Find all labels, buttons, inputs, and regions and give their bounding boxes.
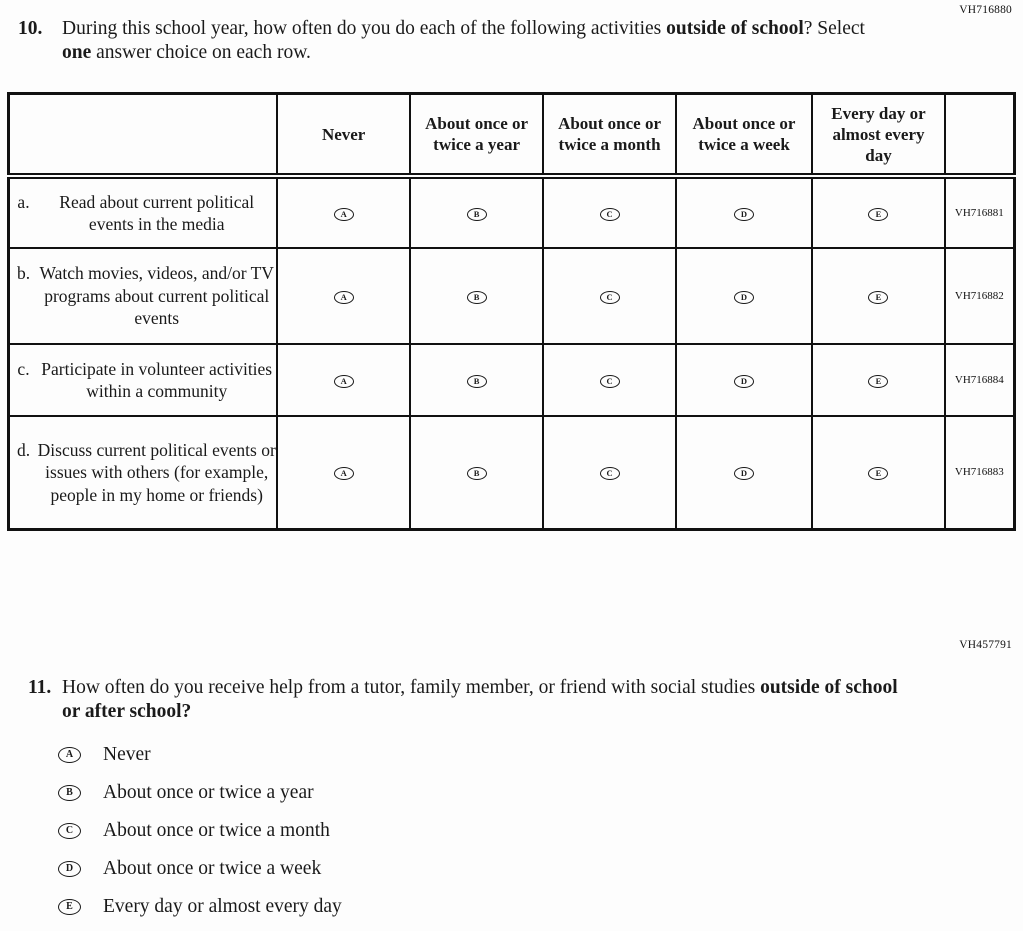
row-a-cell-year [410, 176, 543, 248]
row-d-letter: d. [16, 439, 31, 460]
row-b-code: VH716882 [945, 248, 1015, 344]
question-10-number: 10. [18, 18, 43, 39]
row-b-bubble-e[interactable] [868, 291, 888, 304]
row-d-cell-never [277, 416, 409, 529]
row-b-bubble-b[interactable] [467, 291, 487, 304]
row-d-bubble-e[interactable] [868, 467, 888, 480]
option-letter: D [740, 292, 748, 302]
q11-option-once-week[interactable] [58, 860, 342, 878]
row-a-bubble-b[interactable] [467, 208, 487, 221]
row-b-cell-everyday [812, 248, 944, 344]
row-a-bubble-d[interactable] [734, 208, 754, 221]
q11-option-every-day-label: Every day or almost every day [103, 896, 342, 917]
question-10-text [62, 17, 890, 65]
row-a-code: VH716881 [945, 176, 1015, 248]
row-c-letter: c. [17, 358, 30, 379]
row-a-bubble-c[interactable] [600, 208, 620, 221]
q11-text-part1: How often do you receive help from a tutor, family member, or friend with social studies [62, 677, 761, 698]
row-d-cell-month [543, 416, 675, 529]
row-a-cell-month [543, 176, 675, 248]
option-letter: D [740, 468, 748, 479]
grid-row-d [9, 416, 1015, 529]
grid-row-c [9, 344, 1015, 416]
q10-text-part2: ? Select [803, 18, 865, 39]
option-letter: D [65, 863, 74, 874]
grid-header-empty [9, 94, 278, 177]
row-b-label-cell [9, 248, 278, 344]
row-b-cell-month [543, 248, 675, 344]
option-letter: C [606, 468, 613, 479]
row-d-bubble-a[interactable] [334, 467, 354, 480]
option-letter: E [875, 209, 882, 219]
grid-header-every-day: Every day or almost every day [812, 94, 944, 177]
grid-header-once-week: About once or twice a week [676, 94, 812, 177]
question-11-text [62, 676, 907, 724]
grid-header-once-year: About once or twice a year [410, 94, 543, 177]
row-b-letter: b. [16, 263, 31, 284]
question-10 [18, 17, 890, 65]
row-c-bubble-b[interactable] [467, 375, 487, 388]
q10-text-part1: During this school year, how often do you do each of the following activities [62, 18, 667, 39]
row-c-cell-month [543, 344, 675, 416]
item-code-q10: VH716880 [959, 4, 1012, 16]
option-letter: A [340, 209, 347, 219]
option-letter: A [340, 292, 347, 302]
option-letter: D [740, 376, 748, 386]
option-letter: D [740, 209, 748, 219]
q11-bubble-a[interactable] [58, 747, 81, 763]
q11-bubble-d[interactable] [58, 861, 81, 877]
row-a-cell-week [676, 176, 812, 248]
row-b-cell-year [410, 248, 543, 344]
option-letter: E [875, 468, 882, 479]
row-b-bubble-a[interactable] [334, 291, 354, 304]
option-letter: A [65, 749, 74, 760]
grid-header-code-col [945, 94, 1015, 177]
q11-bubble-e[interactable] [58, 899, 81, 915]
row-b-bubble-c[interactable] [600, 291, 620, 304]
row-c-bubble-e[interactable] [868, 375, 888, 388]
q11-option-once-month[interactable] [58, 822, 342, 840]
row-c-cell-everyday [812, 344, 944, 416]
option-letter: B [473, 209, 480, 219]
row-c-bubble-c[interactable] [600, 375, 620, 388]
option-letter: E [875, 376, 882, 386]
grid-row-b [9, 248, 1015, 344]
row-d-label-cell [9, 416, 278, 529]
row-d-cell-week [676, 416, 812, 529]
q11-option-once-week-label: About once or twice a week [103, 858, 322, 879]
grid-header-row [9, 94, 1015, 177]
row-b-cell-never [277, 248, 409, 344]
q10-text-part3: answer choice on each row. [91, 42, 311, 63]
row-a-bubble-e[interactable] [868, 208, 888, 221]
q11-option-never-label: Never [103, 744, 151, 765]
row-d-cell-everyday [812, 416, 944, 529]
q10-text-bold2: one [62, 42, 92, 63]
row-d-code: VH716883 [945, 416, 1015, 529]
row-a-label-cell [9, 176, 278, 248]
option-letter: B [473, 376, 480, 386]
q10-text-bold1: outside of school [666, 18, 804, 39]
question-11 [28, 676, 907, 724]
row-b-bubble-d[interactable] [734, 291, 754, 304]
q11-option-once-year-label: About once or twice a year [103, 782, 314, 803]
option-letter: B [66, 787, 73, 798]
q11-bubble-c[interactable] [58, 823, 81, 839]
grid-row-a [9, 176, 1015, 248]
q11-option-once-year[interactable] [58, 784, 342, 802]
option-letter: E [66, 901, 73, 912]
row-c-cell-week [676, 344, 812, 416]
q11-bubble-b[interactable] [58, 785, 81, 801]
q11-option-once-month-label: About once or twice a month [103, 820, 330, 841]
option-letter: A [340, 468, 347, 479]
q11-option-every-day[interactable] [58, 898, 342, 916]
row-b-cell-week [676, 248, 812, 344]
q11-option-never[interactable] [58, 746, 342, 764]
option-letter: C [606, 376, 613, 386]
q11-options [58, 746, 342, 931]
row-a-cell-everyday [812, 176, 944, 248]
item-code-q11: VH457791 [959, 639, 1012, 651]
row-c-code: VH716884 [945, 344, 1015, 416]
q11-text-bold1: outside of school or after school? [62, 677, 898, 722]
option-letter: C [606, 209, 613, 219]
question-11-number: 11. [28, 677, 52, 698]
row-a-cell-never [277, 176, 409, 248]
row-d-bubble-d[interactable] [734, 467, 754, 480]
row-c-label: Participate in volunteer activities within a community [41, 358, 273, 401]
row-c-label-cell [9, 344, 278, 416]
row-c-cell-year [410, 344, 543, 416]
q10-response-grid [7, 92, 1016, 531]
option-letter: E [875, 292, 882, 302]
row-b-label: Watch movies, videos, and/or TV programs about current political events [39, 263, 274, 329]
row-a-bubble-a[interactable] [334, 208, 354, 221]
row-d-label: Discuss current political events or issues with others (for example, people in my home or friends) [37, 439, 276, 505]
row-a-label: Read about current political events in the media [59, 191, 255, 234]
option-letter: B [473, 292, 480, 302]
row-d-bubble-c[interactable] [600, 467, 620, 480]
option-letter: A [340, 376, 347, 386]
grid-header-never: Never [277, 94, 409, 177]
option-letter: C [606, 292, 613, 302]
row-c-bubble-d[interactable] [734, 375, 754, 388]
row-d-cell-year [410, 416, 543, 529]
row-d-bubble-b[interactable] [467, 467, 487, 480]
option-letter: B [473, 468, 480, 479]
row-c-cell-never [277, 344, 409, 416]
option-letter: C [65, 825, 74, 836]
row-a-letter: a. [17, 191, 30, 212]
grid-header-once-month: About once or twice a month [543, 94, 675, 177]
row-c-bubble-a[interactable] [334, 375, 354, 388]
